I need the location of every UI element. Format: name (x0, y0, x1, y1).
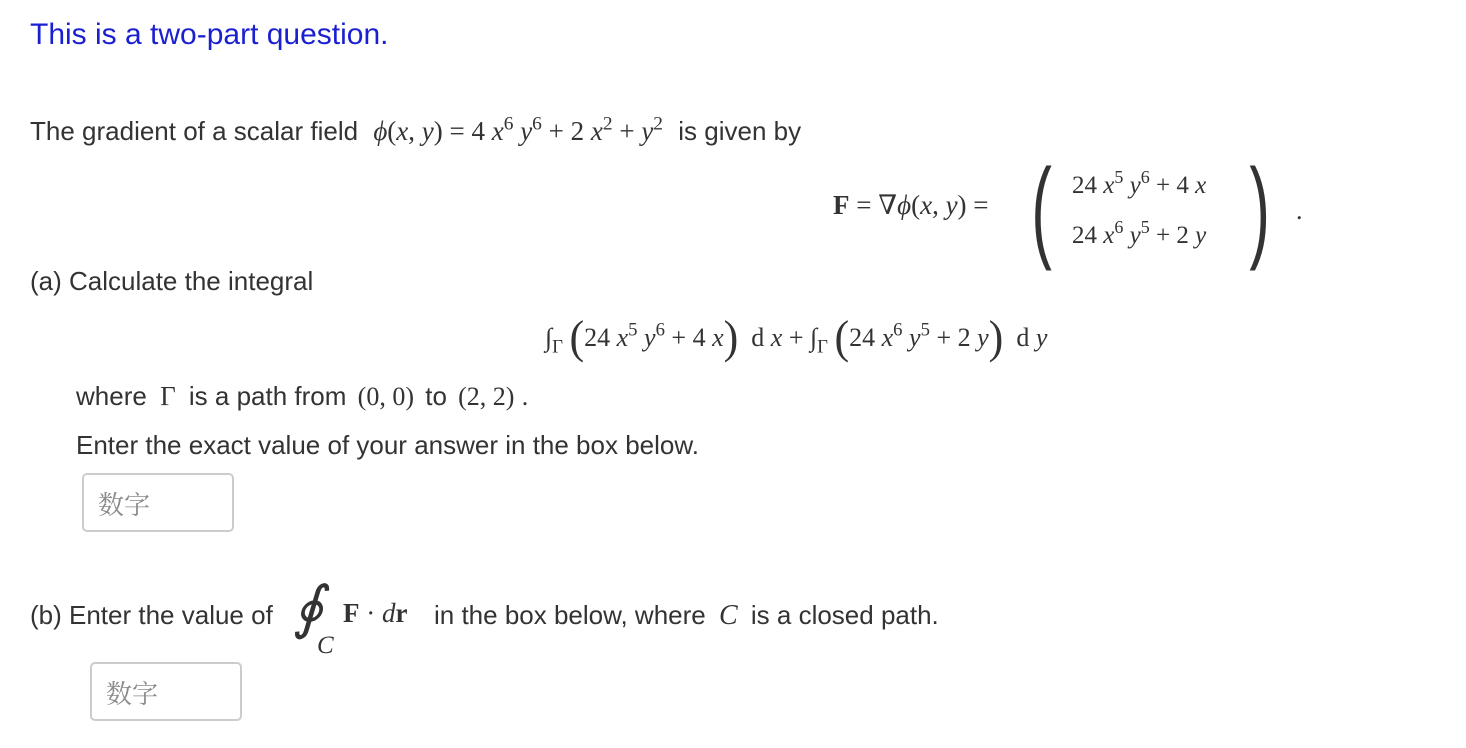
part-a-instruction: Enter the exact value of your answer in the box below. (76, 430, 699, 460)
line-integral-expression: $\int_\Gamma$ (24 $x^5$ $y^6 + 4$ x) d $x + \int_\Gamma$ (24 $x^6$ $y^5 + 2$ y) d y (545, 311, 1048, 364)
f-dot-dr: F · dr (343, 598, 408, 628)
where-mid: is a path from (188, 381, 347, 411)
path-period: . (521, 382, 529, 411)
intro-prefix: The gradient of a scalar field (30, 116, 359, 146)
where-prefix: where (76, 381, 147, 411)
start-point: (0, 0) (357, 382, 414, 411)
to-word: to (425, 381, 447, 411)
gradient-lhs: F = ∇ϕ(x, y) = (833, 190, 989, 220)
contour-subscript-c: C (317, 632, 334, 659)
intro-suffix: is given by (678, 116, 802, 146)
gradient-period: . (1296, 196, 1303, 225)
part-b-input-placeholder: 数字 (106, 680, 159, 710)
gradient-vector (1031, 146, 1285, 271)
intro-line (30, 113, 802, 147)
right-paren: ) (1249, 146, 1270, 271)
part-b-suffix: is a closed path. (750, 600, 939, 630)
part-a-label: (a) Calculate the integral (30, 266, 314, 296)
left-paren: ( (1031, 146, 1052, 271)
contour-integral-symbol: ∮ (293, 573, 324, 641)
gradient-component-y: 24 $x^6$ $y^5 + 2$ y (1072, 217, 1207, 249)
part-b-answer-input[interactable] (90, 662, 242, 721)
closed-path-var: C (718, 600, 738, 631)
part-b-middle: in the box below, where (434, 600, 706, 630)
gradient-component-x: 24 $x^5$ $y^6 + 4$ x (1072, 167, 1207, 199)
part-b-sentence (434, 600, 939, 632)
end-point: (2, 2) (458, 382, 515, 411)
scalar-field-formula: ϕ(x, y) = 4 $x^6$ $y^6 + 2$ $x^2 + y^2$ (373, 113, 664, 146)
gamma-symbol: Γ (160, 381, 176, 411)
part-a-answer-input[interactable] (82, 473, 234, 532)
question-title: This is a two-part question. (30, 18, 389, 51)
part-a-input-placeholder: 数字 (98, 491, 151, 521)
part-b-prefix: (b) Enter the value of (30, 600, 273, 630)
path-description (76, 381, 528, 412)
